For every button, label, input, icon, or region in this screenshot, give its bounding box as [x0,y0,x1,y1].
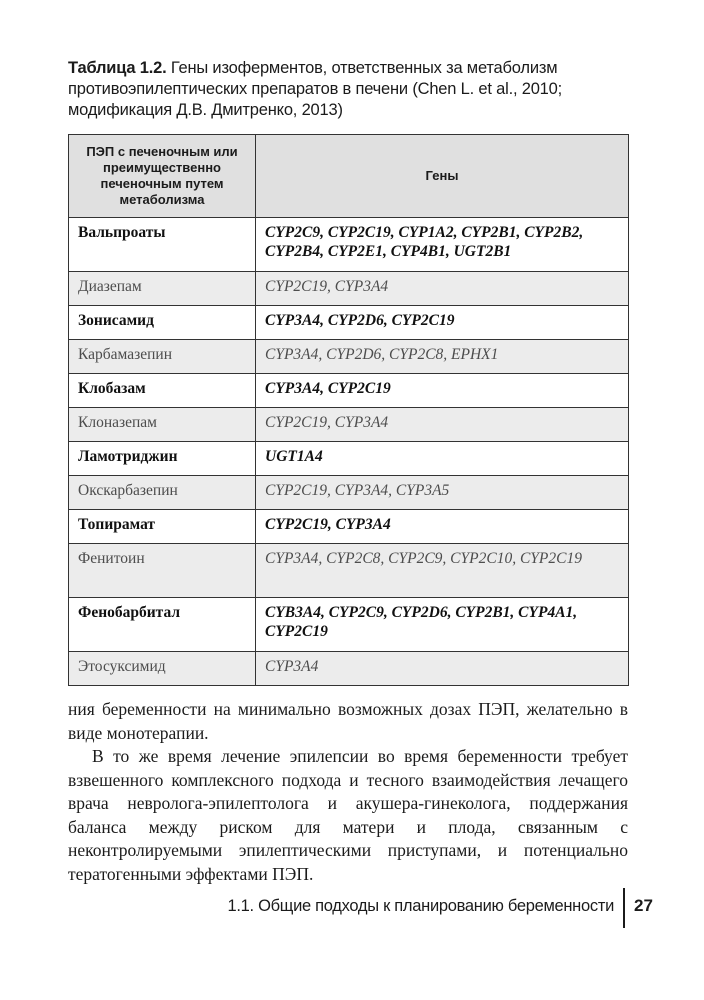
page-number: 27 [634,896,653,915]
drug-cell: Этосуксимид [69,652,256,686]
table-row [69,340,629,374]
drug-cell: Ламотриджин [69,442,256,476]
genes-cell: CYP2C9, CYP2C19, CYP1A2, CYP2B1, CYP2B2, CYP2B4, CYP2E1, CYP4B1, UGT2B1 [256,218,629,272]
table-row [69,652,629,686]
table-row [69,272,629,306]
table-row [69,374,629,408]
drug-cell: Диазепам [69,272,256,306]
genes-cell: CYP3A4, CYP2D6, CYP2C19 [256,306,629,340]
body-paragraph: В то же время лечение эпилепсии во время беременности требует взвешенного комплексного подхода и тесного взаимодействия лечащего врача невролога-эпилептолога и акушера-гинеколога, поддержания баланса между риском для матери и плода, связанным с неконтролируемыми эпилептическими приступами, и потенциально тератогенными эффектами ПЭП. [68,746,628,884]
table-row [69,476,629,510]
drug-cell: Вальпроаты [69,218,256,272]
caption-label: Таблица 1.2. [68,59,167,77]
genes-cell: CYP2C19, CYP3A4 [256,408,629,442]
table-row [69,510,629,544]
genes-cell: CYP2C19, CYP3A4 [256,272,629,306]
header-genes: Гены [256,135,629,218]
drug-cell: Топирамат [69,510,256,544]
table-caption [68,58,628,121]
table-header-row [69,135,629,218]
genes-cell: CYP2C19, CYP3A4, CYP3A5 [256,476,629,510]
genes-cell: CYP3A4, CYP2D6, CYP2C8, EPHX1 [256,340,629,374]
body-paragraph: ния беременности на минимально возможных дозах ПЭП, желательно в виде монотерапии. [68,699,628,743]
header-drug: ПЭП с печеночным или преимущественно печеночным путем метаболизма [69,135,256,218]
genes-cell: UGT1A4 [256,442,629,476]
footer-divider [623,888,625,928]
drug-cell: Клоназепам [69,408,256,442]
body-text [68,698,628,886]
drug-cell: Фенитоин [69,544,256,598]
genes-cell: CYB3A4, CYP2C9, CYP2D6, CYP2B1, CYP4A1, CYP2C19 [256,598,629,652]
table-row [69,544,629,598]
table-row [69,442,629,476]
table-row [69,218,629,272]
table-row [69,306,629,340]
drug-cell: Зонисамид [69,306,256,340]
genes-cell: CYP2C19, CYP3A4 [256,510,629,544]
drug-cell: Клобазам [69,374,256,408]
genes-cell: CYP3A4, CYP2C8, CYP2C9, CYP2C10, CYP2C19 [256,544,629,598]
genes-cell: CYP3A4 [256,652,629,686]
drug-cell: Карбамазепин [69,340,256,374]
drug-cell: Фенобарбитал [69,598,256,652]
caption-text: Гены изоферментов, ответственных за метаболизм противоэпилептических препаратов в печени (Chen L. et al., 2010; модификация Д.В. Дмитренко, 2013) [68,59,563,119]
genes-cell: CYP3A4, CYP2C19 [256,374,629,408]
genes-table [68,134,629,686]
running-footer-title: 1.1. Общие подходы к планированию беременности [227,897,614,915]
table-row [69,598,629,652]
table-row [69,408,629,442]
drug-cell: Окскарбазепин [69,476,256,510]
